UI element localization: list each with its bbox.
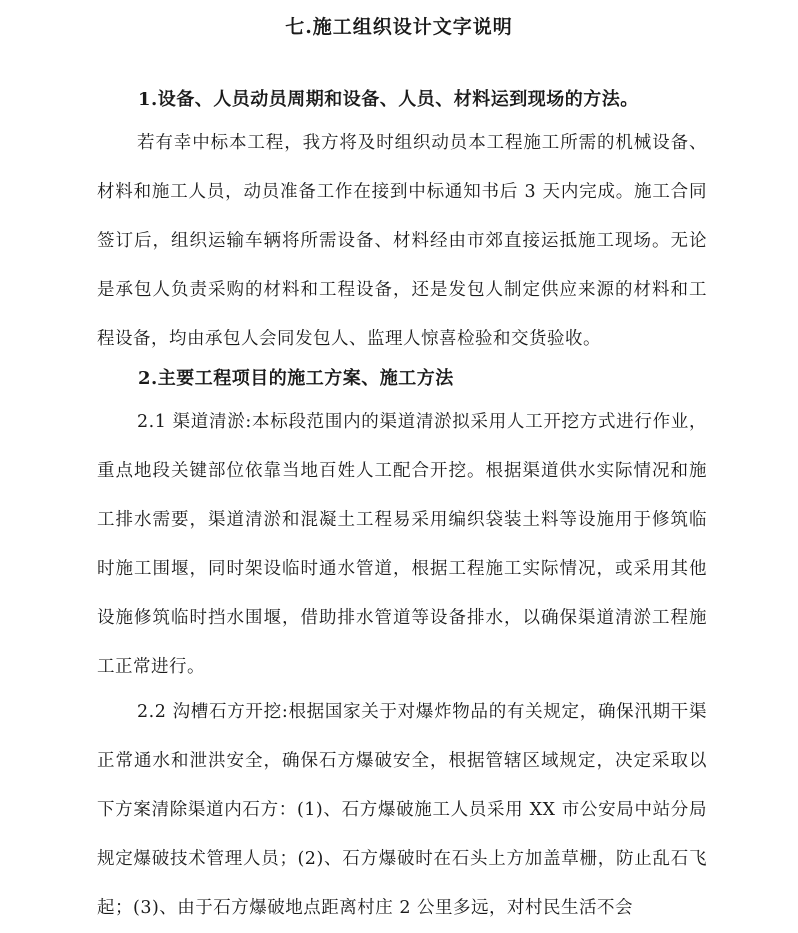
- section-1-heading: 1.设备、人员动员周期和设备、人员、材料运到现场的方法。: [138, 89, 639, 110]
- paragraph-2-1: 2.1 渠道清淤:本标段范围内的渠道清淤拟采用人工开挖方式进行作业，重点地段关键部位依靠当地百姓人工配合开挖。根据渠道供水实际情况和施工排水需要，渠道清淤和混凝土工程易采用编织袋装土料等设施用于修筑临时施工围堰，同时架设临时通水管道，根据工程施工实际情况，或采用其他设施修筑临时挡水围堰，借助排水管道等设备排水，以确保渠道清淤工程施工正常进行。: [97, 412, 707, 677]
- paragraph-2-2: 2.2 沟槽石方开挖:根据国家关于对爆炸物品的有关规定，确保汛期干渠正常通水和泄洪安全，确保石方爆破安全，根据管辖区域规定，决定采取以下方案清除渠道内石方：(1)、石方爆破施工人员采用 XX 市公安局中站分局规定爆破技术管理人员；(2)、石方爆破时在石头上方加盖草栅，防止乱石飞起；(3)、由于石方爆破地点距离村庄 2 公里多远，对村民生活不会: [97, 702, 707, 918]
- section-2-heading: 2.主要工程项目的施工方案、施工方法: [138, 368, 454, 389]
- document-title: 七.施工组织设计文字说明: [285, 16, 513, 38]
- section-1-paragraph: 若有幸中标本工程，我方将及时组织动员本工程施工所需的机械设备、材料和施工人员，动员准备工作在接到中标通知书后 3 天内完成。施工合同签订后，组织运输车辆将所需设备、材料经由市郊直接运抵施工现场。无论是承包人负责采购的材料和工程设备，还是发包人制定供应来源的材料和工程设备，均由承包人会同发包人、监理人惊喜检验和交货验收。: [97, 133, 707, 349]
